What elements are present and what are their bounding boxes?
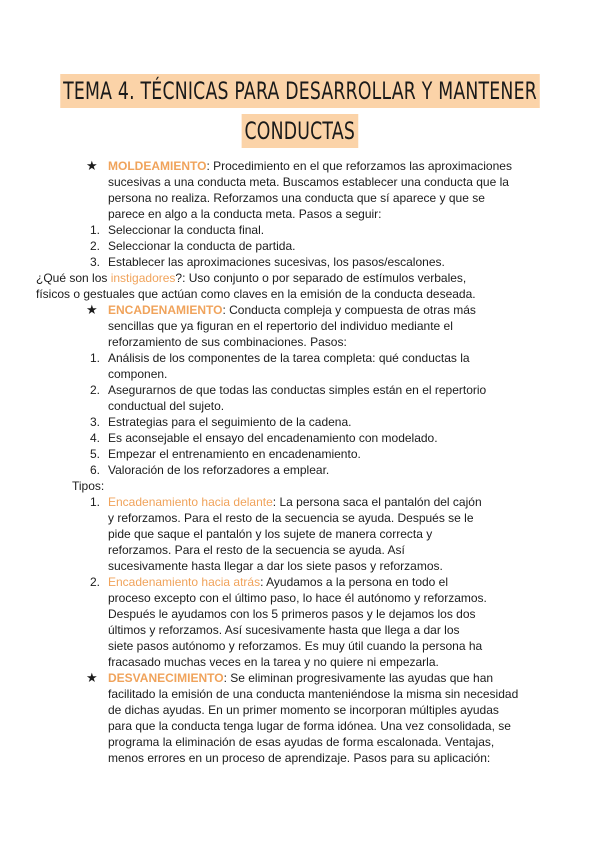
section-encadenamiento: [72, 302, 534, 350]
list-text: Análisis de los componentes de la tarea completa: qué conductas la: [108, 351, 470, 365]
instigadores-prefix: ¿Qué son los: [36, 271, 111, 285]
list-number: 1.: [90, 223, 101, 237]
encadenamiento-line: reforzamiento de sus combinaciones. Pasos:: [108, 335, 347, 349]
list-number: 3.: [90, 415, 101, 429]
list-text: Establecer las aproximaciones sucesivas, los pasos/escalones.: [108, 255, 445, 269]
encadenamiento-steps: [36, 350, 534, 478]
moldeamiento-line: parece en algo a la conducta meta. Pasos a seguir:: [108, 207, 382, 221]
list-item: [36, 414, 534, 430]
instigadores-text: ?: Uso conjunto o por separado de estímulos verbales,: [175, 271, 467, 285]
list-text: Valoración de los reforzadores a emplear.: [108, 463, 330, 477]
list-item: [36, 494, 534, 574]
list-item: [36, 446, 534, 462]
list-text: Empezar el entrenamiento en encadenamiento.: [108, 447, 361, 461]
list-text: conductual del sujeto.: [108, 399, 225, 413]
tipo-term: Encadenamiento hacia delante: [108, 495, 273, 509]
list-item: [36, 238, 534, 254]
instigadores-line: físicos o gestuales que actúan como claves en la emisión de la conducta deseada.: [36, 287, 476, 301]
encadenamiento-line: sencillas que ya figuran en el repertorio del individuo mediante el: [108, 319, 453, 333]
list-text: últimos y reforzamos. Así sucesivamente hasta que llega a dar los: [108, 623, 460, 637]
section-desvanecimiento: [72, 670, 534, 766]
desvanecimiento-line: para que la conducta tenga lugar de forma idónea. Una vez consolidada, se: [108, 719, 511, 733]
title-line-2: CONDUCTAS: [242, 114, 358, 148]
desvanecimiento-line: [108, 670, 534, 686]
list-number: 2.: [90, 575, 101, 589]
list-number: 2.: [90, 383, 101, 397]
list-number: 6.: [90, 463, 101, 477]
encadenamiento-term: ENCADENAMIENTO: [108, 303, 223, 317]
moldeamiento-term: MOLDEAMIENTO: [108, 159, 207, 173]
section-moldeamiento: [72, 158, 534, 222]
list-text: fracasado muchas veces en la tarea y no quiere ni empezarla.: [108, 655, 439, 669]
list-text: : Ayudamos a la persona en todo el: [260, 575, 449, 589]
list-number: 3.: [90, 255, 101, 269]
list-text: Estrategias para el seguimiento de la cadena.: [108, 415, 352, 429]
list-text: Seleccionar la conducta final.: [108, 223, 265, 237]
tipos-label: Tipos:: [72, 479, 105, 493]
moldeamiento-line: persona no realiza. Reforzamos una conducta que sí aparece y que se: [108, 191, 485, 205]
desvanecimiento-term: DESVANECIMIENTO: [108, 671, 224, 685]
list-text: Es aconsejable el ensayo del encadenamiento con modelado.: [108, 431, 438, 445]
moldeamiento-steps: [36, 222, 534, 270]
list-text: Asegurarnos de que todas las conductas simples están en el repertorio: [108, 383, 487, 397]
desvanecimiento-line: facilitado la emisión de una conducta manteniéndose la misma sin necesidad: [108, 687, 519, 701]
list-text: y reforzamos. Para el resto de la secuencia se ayuda. Después se le: [108, 511, 474, 525]
list-item: [36, 350, 534, 382]
list-number: 1.: [90, 351, 101, 365]
list-text: componen.: [108, 367, 168, 381]
encadenamiento-text: : Conducta compleja y compuesta de otras más: [222, 303, 476, 317]
star-bullet-icon: ★: [86, 302, 98, 317]
desvanecimiento-text: : Se eliminan progresivamente las ayudas que han: [223, 671, 494, 685]
list-item: [36, 222, 534, 238]
instigadores-term: instigadores: [110, 271, 176, 285]
list-item: [36, 430, 534, 446]
list-number: 5.: [90, 447, 101, 461]
star-bullet-icon: ★: [86, 670, 98, 685]
list-text: Después le ayudamos con los 5 primeros pasos y le dejamos los dos: [108, 607, 476, 621]
list-text: proceso excepto con el último paso, lo hace él autónomo y reforzamos.: [108, 591, 487, 605]
list-number: 2.: [90, 239, 101, 253]
moldeamiento-line: sucesivas a una conducta meta. Buscamos establecer una conducta que la: [108, 175, 509, 189]
list-item: [36, 254, 534, 270]
tipos-list: [36, 494, 534, 670]
list-text: Seleccionar la conducta de partida.: [108, 239, 296, 253]
instigadores-paragraph: [36, 270, 534, 302]
list-text: siete pasos autónomo y reforzamos. Es muy útil cuando la persona ha: [108, 639, 483, 653]
list-text: sucesivamente hasta llegar a dar los siete pasos y reforzamos.: [108, 559, 443, 573]
page-title: [0, 74, 600, 154]
moldeamiento-line: [108, 158, 534, 174]
list-number: 1.: [90, 495, 101, 509]
document-body: [36, 158, 534, 766]
moldeamiento-text: : Procedimiento en el que reforzamos las aproximaciones: [206, 159, 512, 173]
tipo-term: Encadenamiento hacia atrás: [108, 575, 261, 589]
list-text: : La persona saca el pantalón del cajón: [272, 495, 482, 509]
encadenamiento-line: [108, 302, 534, 318]
desvanecimiento-line: menos errores en un proceso de aprendizaje. Pasos para su aplicación:: [108, 751, 491, 765]
list-text: reforzamos. Para el resto de la secuencia se ayuda. Así: [108, 543, 405, 557]
list-number: 4.: [90, 431, 101, 445]
title-line-1: TEMA 4. TÉCNICAS PARA DESARROLLAR Y MANTENER: [60, 74, 540, 108]
star-bullet-icon: ★: [86, 158, 98, 173]
desvanecimiento-line: de dichas ayudas. En un primer momento se incorporan múltiples ayudas: [108, 703, 499, 717]
desvanecimiento-line: programa la eliminación de esas ayudas de forma escalonada. Ventajas,: [108, 735, 495, 749]
list-text: pide que saque el pantalón y los sujete de manera correcta y: [108, 527, 433, 541]
instigadores-line: [36, 270, 534, 286]
list-item: [36, 382, 534, 414]
list-item: [36, 574, 534, 670]
list-item: [36, 462, 534, 478]
